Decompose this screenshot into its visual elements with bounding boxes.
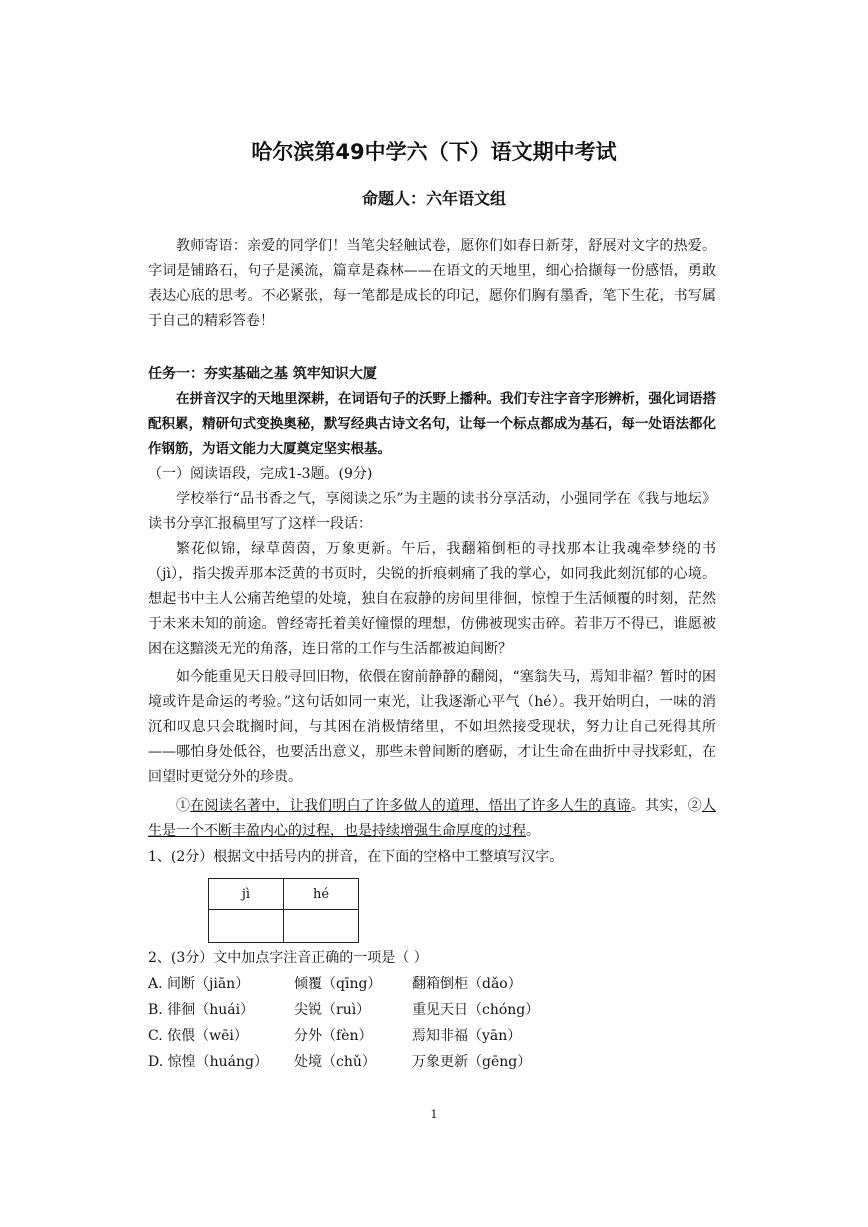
option-d-1: D. 惊惶（huáng） (148, 1054, 268, 1070)
page-subtitle: 命题人：六年语文组 (361, 189, 506, 208)
option-a (148, 971, 522, 997)
sentence-end: 。 (526, 823, 540, 839)
section1-heading: （一）阅读语段，完成1-3题。(9分) (148, 466, 373, 482)
option-c (148, 1023, 521, 1049)
option-b (148, 997, 539, 1023)
pinyin-header-he: hé (284, 879, 359, 910)
passage-paragraph-1: 繁花似锦，绿草茵茵，万象更新。午后，我翻箱倒柜的寻找那本让我魂牵梦绕的书（jì），指尖拨弄那本泛黄的书页时，尖锐的折痕刺痛了我的掌心，如同我此刻沉郁的心境。想起书中主人公痛苦绝望的处境，独自在寂静的房间里徘徊，惊惶于生活倾覆的时刻，茫然于未来未知的前途。曾经寄托着美好憧憬的理想，仿佛被现实击碎。若非万不得已，谁愿被困在这黯淡无光的角落，连日常的工作与生活都被迫间断？ (148, 541, 716, 657)
question-1: 1、(2分）根据文中括号内的拼音，在下面的空格中工整填写汉字。 (148, 849, 564, 865)
option-d (148, 1049, 531, 1075)
teacher-message: 教师寄语：亲爱的同学们！当笔尖轻触试卷，愿你们如春日新芽，舒展对文字的热爱。字词是铺路石，句子是溪流，篇章是森林——在语文的天地里，细心拾撷每一份感悟，勇敢表达心底的思考。不必紧张，每一笔都是成长的印记，愿你们胸有墨香，笔下生花，书写属于自己的精彩答卷！ (148, 238, 716, 329)
option-c-3: 焉知非福（yān） (412, 1028, 522, 1044)
pinyin-answer-table (208, 878, 359, 943)
option-c-2: 分外（fèn） (294, 1028, 373, 1044)
option-a-1: A. 间断（jiān） (148, 976, 250, 992)
option-b-1: B. 徘徊（huái） (148, 1002, 255, 1018)
section1-intro: 学校举行“品书香之气，享阅读之乐”为主题的读书分享活动，小强同学在《我与地坛》读书分享汇报稿里写了这样一段话： (148, 491, 716, 532)
option-d-3: 万象更新（gēng） (412, 1054, 532, 1070)
option-b-3: 重见天日（chóng） (412, 1002, 540, 1018)
underlined-sentence-2: 人生是一个不断丰盈内心的过程，也是持续增强生命厚度的过程 (148, 798, 717, 839)
option-d-2: 处境（chǔ） (294, 1054, 376, 1070)
page-number: 1 (430, 1108, 438, 1121)
option-a-3: 翻箱倒柜（dǎo） (412, 976, 522, 992)
underlined-sentence-1: 在阅读名著中，让我们明白了许多做人的道理，悟出了许多人生的真谛 (190, 798, 631, 814)
task1-heading: 任务一：夯实基础之基 筑牢知识大厦 (148, 366, 377, 382)
page-title: 哈尔滨第49中学六（下）语文期中考试 (251, 140, 617, 164)
option-c-1: C. 依偎（wēi） (148, 1028, 248, 1044)
answer-cell-ji[interactable] (209, 910, 284, 943)
pinyin-header-ji: jì (209, 879, 284, 910)
passage-paragraph-2: 如今能重见天日般寻回旧物，依偎在窗前静静的翻阅，“塞翁失马，焉知非福？暂时的困境或许是命运的考验。”这句话如同一束光，让我逐渐心平气（hé）。我开始明白，一味的消沉和叹息只会耽搁时间，与其困在消极情绪里，不如坦然接受现状，努力让自己死得其所——哪怕身处低谷，也要活出意义，那些未曾间断的磨砺，才让生命在曲折中寻找彩虹，在回望时更觉分外的珍贵。 (148, 669, 716, 785)
marker-1: ① (176, 798, 191, 814)
passage-paragraph-3 (148, 794, 716, 844)
connector-text: 。其实，② (630, 798, 703, 814)
task1-description: 在拼音汉字的天地里深耕，在词语句子的沃野上播种。我们专注字音字形辨析，强化词语搭配积累，精研句式变换奥秘，默写经典古诗文名句，让每一个标点都成为基石，每一处语法都化作钢筋，为语文能力大厦奠定坚实根基。 (148, 391, 716, 457)
option-b-2: 尖锐（ruì） (294, 1002, 371, 1018)
question-2: 2、(3分）文中加点字注音正确的一项是（ ） (148, 950, 428, 966)
option-a-2: 倾覆（qīng） (294, 976, 382, 992)
answer-cell-he[interactable] (284, 910, 359, 943)
